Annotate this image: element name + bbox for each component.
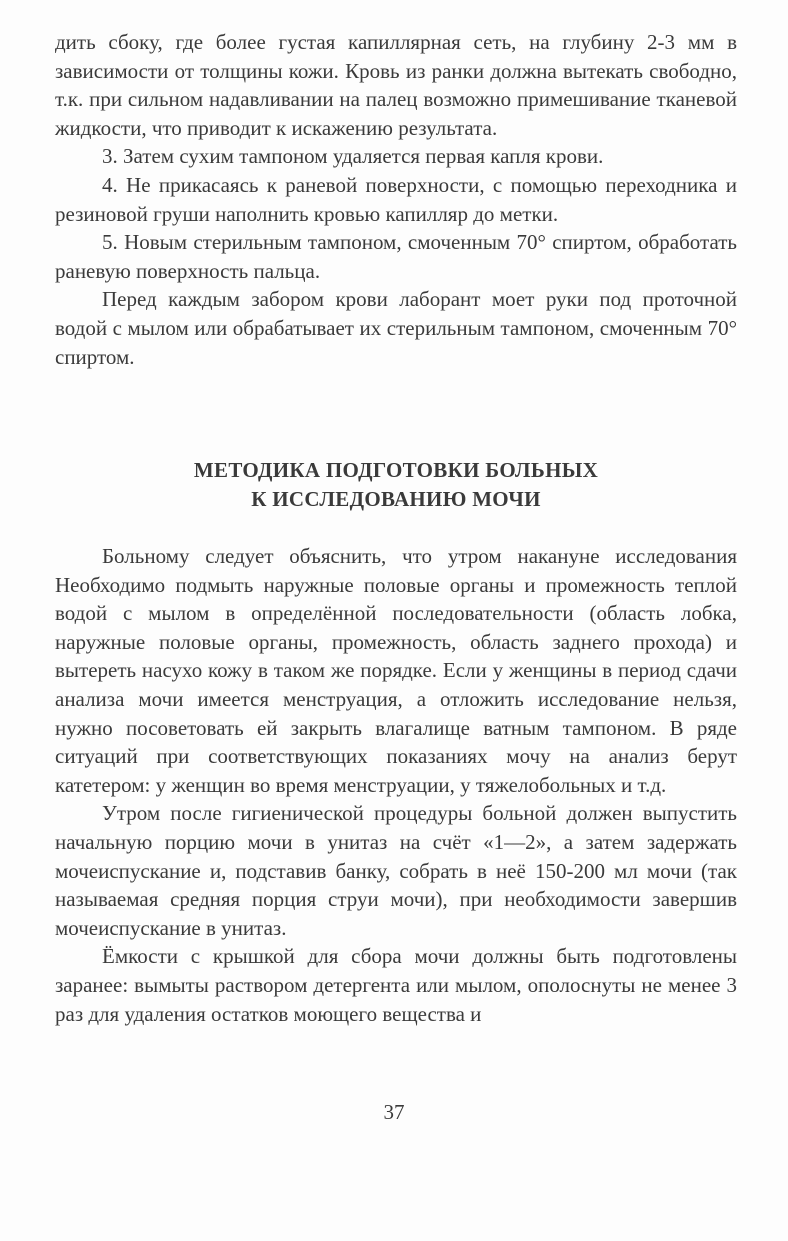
top-text-section <box>55 28 737 371</box>
paragraph-collection: Утром после гигиенической процедуры больной должен выпустить начальную порцию мочи в унитаз на счёт «1—2», а затем задержать мочеиспускание и, подставив банку, собрать в неё 150-200 мл мочи (так называемая средняя порция струи мочи), при необходимости завершив мочеиспускание в унитаз. <box>55 801 737 940</box>
section-heading <box>55 456 737 514</box>
paragraph-step-4: 4. Не прикасаясь к раневой поверхности, с помощью переходника и резиновой груши наполнить кровью капилляр до метки. <box>55 172 737 226</box>
paragraph-preparation: Больному следует объяснить, что утром накануне исследования Необходимо подмыть наружные половые органы и промежность теплой водой с мылом в определённой последовательности (область лобка, наружные половые органы, промежность, область заднего прохода) и вытереть насухо кожу в таком же порядке. Если у женщины в период сдачи анализа мочи имеется менструация, а отложить исследование нельзя, нужно посоветовать ей закрыть влагалище ватным тампоном. В ряде ситуаций при соответствующих показаниях мочу на анализ берут катетером: у женщин во время менструации, у тяжелобольных и т.д. <box>55 544 737 797</box>
paragraph-hygiene-note: Перед каждым забором крови лаборант моет руки под проточной водой с мылом или обрабатывает их стерильным тампоном, смоченным 70° спиртом. <box>55 287 737 369</box>
paragraph-step-5: 5. Новым стерильным тампоном, смоченным 70° спиртом, обработать раневую поверхность пальца. <box>55 230 737 283</box>
bottom-text-section <box>55 542 737 1028</box>
paragraph-containers: Ёмкости с крышкой для сбора мочи должны быть подготовлены заранее: вымыты раствором детергента или мылом, ополоснуты не менее 3 раз для удаления остатков моющего вещества и <box>55 944 737 1026</box>
paragraph-continuation: дить сбоку, где более густая капиллярная сеть, на глубину 2-3 мм в зависимости от толщины кожи. Кровь из ранки должна вытекать свободно, т.к. при сильном надавливании на палец возможно примешивание тканевой жидкости, что приводит к искажению результата. <box>55 30 737 140</box>
page-number: 37 <box>383 1100 405 1124</box>
paragraph-step-3: 3. Затем сухим тампоном удаляется первая капля крови. <box>102 144 604 169</box>
heading-line-2: К ИССЛЕДОВАНИЮ МОЧИ <box>251 487 541 511</box>
heading-line-1: МЕТОДИКА ПОДГОТОВКИ БОЛЬНЫХ <box>193 458 599 482</box>
